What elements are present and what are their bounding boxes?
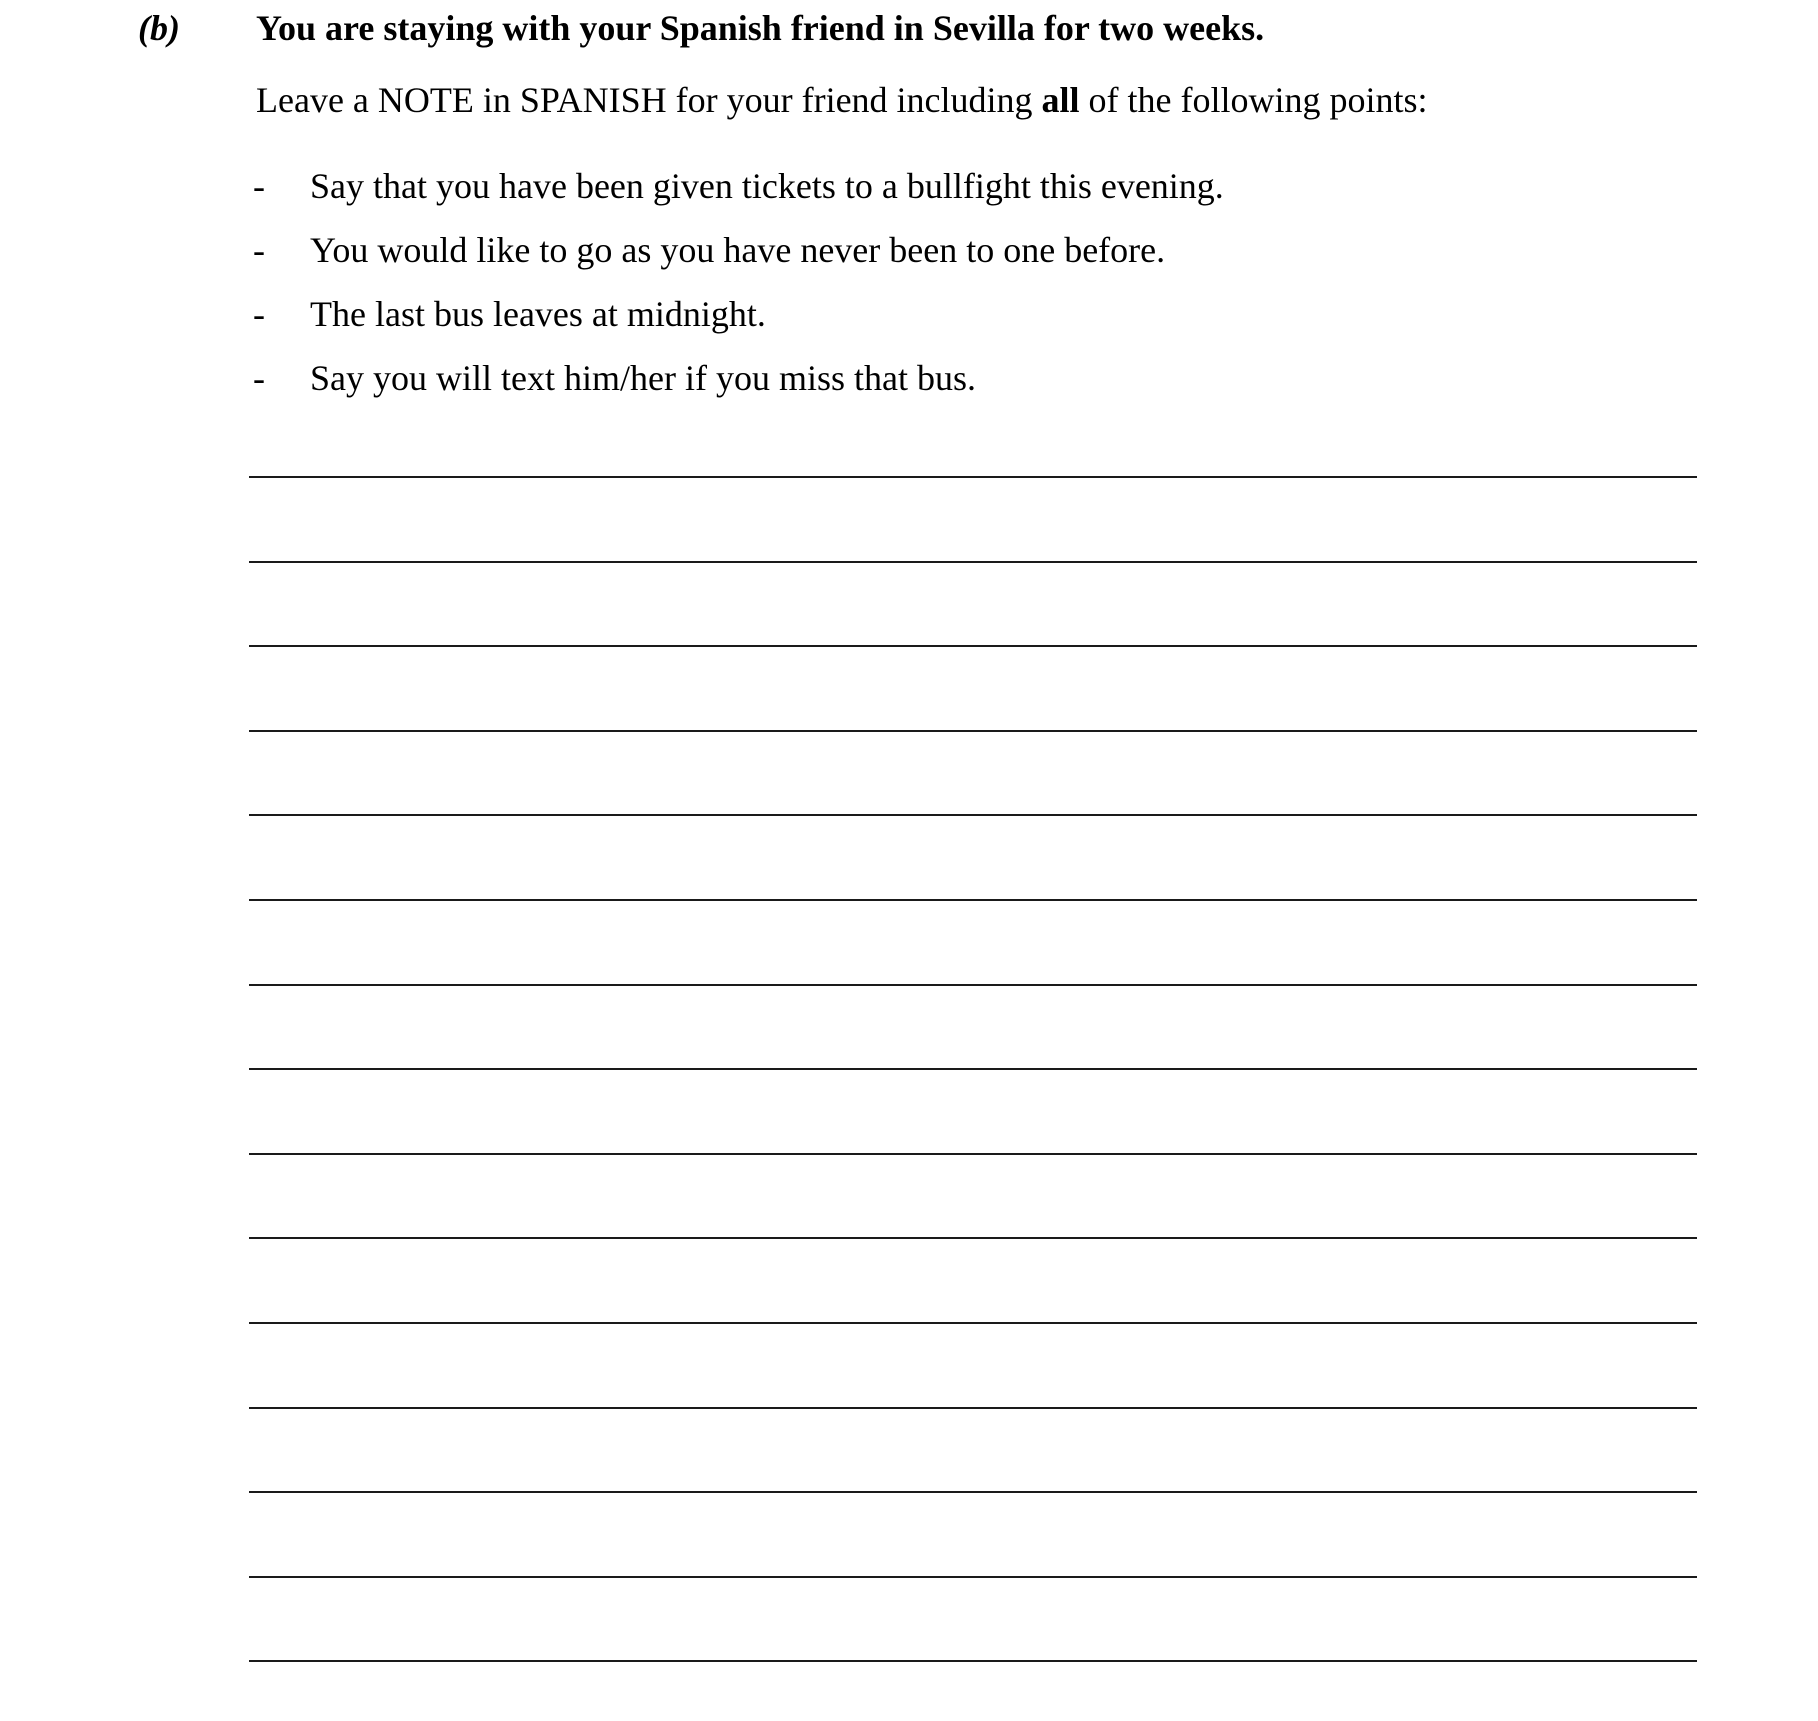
question-heading: You are staying with your Spanish friend in Sevilla for two weeks. [256,8,1265,48]
instruction-line [256,76,1428,124]
part-label: (b) [138,8,180,48]
point-text: Say that you have been given tickets to a bullfight this evening. [310,166,1224,206]
answer-line[interactable] [249,730,1697,732]
dash-bullet-icon: - [253,358,265,398]
instruction-text-after: of the following points: [1079,80,1428,120]
answer-line[interactable] [249,1491,1697,1493]
instruction-emphasis: all [1041,80,1080,120]
answer-line[interactable] [249,1068,1697,1070]
answer-line[interactable] [249,1660,1697,1662]
answer-line[interactable] [249,1237,1697,1239]
answer-line[interactable] [249,1322,1697,1324]
point-text: The last bus leaves at midnight. [310,294,766,334]
answer-line[interactable] [249,476,1697,478]
instruction-text-before: Leave a NOTE in SPANISH for your friend including [256,80,1042,120]
answer-line[interactable] [249,899,1697,901]
answer-line[interactable] [249,814,1697,816]
answer-line[interactable] [249,645,1697,647]
answer-line[interactable] [249,1407,1697,1409]
dash-bullet-icon: - [253,294,265,334]
dash-bullet-icon: - [253,230,265,270]
answer-line[interactable] [249,1576,1697,1578]
answer-line[interactable] [249,1153,1697,1155]
point-text: Say you will text him/her if you miss that bus. [310,358,976,398]
answer-line[interactable] [249,984,1697,986]
point-text: You would like to go as you have never been to one before. [310,230,1166,270]
dash-bullet-icon: - [253,166,265,206]
answer-line[interactable] [249,561,1697,563]
